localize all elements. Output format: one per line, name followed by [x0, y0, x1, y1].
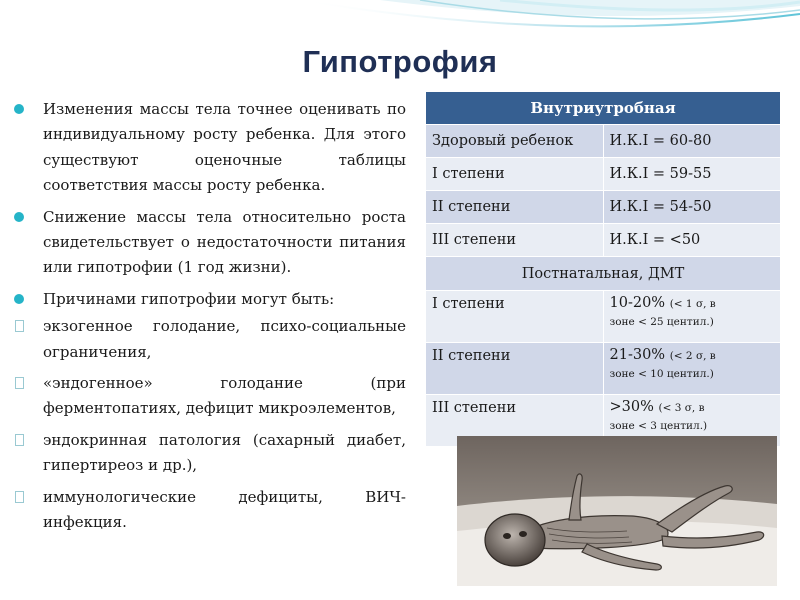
bullet-text: Изменения массы тела точнее оценивать по индивидуальному росту ребенка. Для этого существуют оценочные таблицы соответствия массы росту ребенка.	[43, 100, 406, 195]
table-row	[426, 158, 781, 191]
row-note: (< 3 σ, в	[658, 402, 705, 414]
row-value: И.К.I = 54-50	[603, 191, 781, 224]
row-note: (< 1 σ, в	[669, 298, 716, 310]
table-row	[426, 191, 781, 224]
row-label: III степени	[426, 395, 604, 447]
bullet-box-icon	[15, 320, 24, 332]
row-note: зоне < 10 центил.)	[609, 368, 714, 380]
bullet-text: «эндогенное» голодание (при ферментопатиях, дефицит микроэлементов,	[43, 374, 406, 418]
row-value: И.К.I = <50	[603, 224, 781, 257]
row-label: II степени	[426, 343, 604, 395]
table-row	[426, 224, 781, 257]
row-label: I степени	[426, 291, 604, 343]
bullet-item	[14, 287, 406, 312]
table-header: Внутриутробная	[426, 92, 781, 125]
row-note: (< 2 σ, в	[669, 350, 716, 362]
row-value-cell	[603, 291, 781, 343]
slide-title: Гипотрофия	[302, 44, 498, 79]
bullet-text: экзогенное голодание, психо-социальные ограничения,	[43, 317, 406, 361]
row-value: 10-20%	[609, 295, 666, 311]
sub-bullet-item	[14, 371, 406, 422]
sub-bullet-item	[14, 428, 406, 479]
bullet-box-icon	[15, 491, 24, 503]
table-row	[426, 125, 781, 158]
row-value: И.К.I = 59-55	[603, 158, 781, 191]
bullet-text: Причинами гипотрофии могут быть:	[43, 289, 335, 308]
row-label: I степени	[426, 158, 604, 191]
sub-bullet-item	[14, 485, 406, 536]
bullet-item	[14, 205, 406, 281]
table-subheader: Постнатальная, ДМТ	[426, 257, 781, 291]
bullet-dot-icon	[14, 104, 24, 114]
table-header-row	[426, 92, 781, 125]
bullet-text: эндокринная патология (сахарный диабет, гипертиреоз и др.),	[43, 430, 406, 475]
row-value: И.К.I = 60-80	[603, 125, 781, 158]
bullet-text: иммунологические дефициты, ВИЧ-инфекция.	[43, 487, 406, 532]
row-note: зоне < 25 центил.)	[609, 316, 714, 328]
classification-table	[425, 91, 781, 447]
row-value: >30%	[609, 399, 654, 415]
row-value: 21-30%	[609, 347, 666, 363]
bullet-dot-icon	[14, 212, 24, 222]
bullet-box-icon	[15, 434, 24, 446]
bullet-item	[14, 97, 406, 199]
row-label: III степени	[426, 224, 604, 257]
table-row	[426, 291, 781, 343]
bullet-list	[14, 97, 406, 542]
malnourished-infant-photo	[457, 436, 777, 586]
table-subheader-row	[426, 257, 781, 291]
row-label: Здоровый ребенок	[426, 125, 604, 158]
bullet-dot-icon	[14, 294, 24, 304]
row-note: зоне < 3 центил.)	[609, 420, 708, 432]
row-label: II степени	[426, 191, 604, 224]
sub-bullet-item	[14, 314, 406, 365]
row-value-cell	[603, 343, 781, 395]
bullet-box-icon	[15, 377, 24, 389]
bullet-text: Снижение массы тела относительно роста свидетельствует о недостаточности питания или гипотрофии (1 год жизни).	[43, 207, 406, 277]
table-row	[426, 343, 781, 395]
